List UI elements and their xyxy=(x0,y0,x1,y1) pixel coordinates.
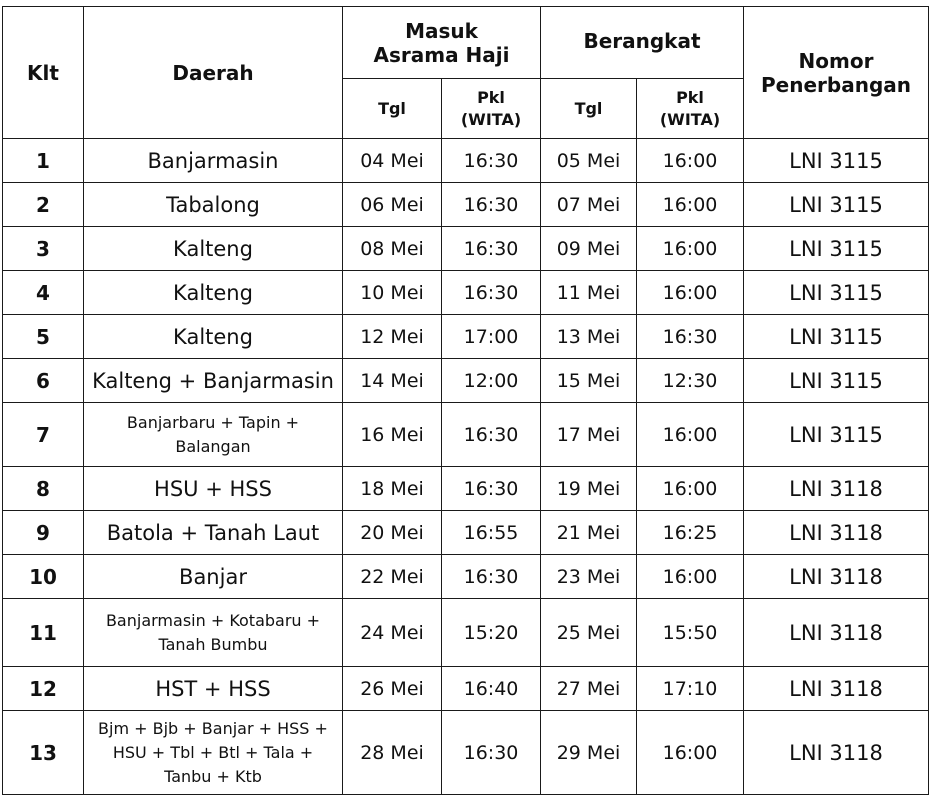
cell-flight-number: LNI 3115 xyxy=(744,271,929,315)
cell-klt: 3 xyxy=(3,227,84,271)
cell-berangkat-tgl: 11 Mei xyxy=(541,271,637,315)
cell-flight-number: LNI 3115 xyxy=(744,403,929,467)
header-masuk-pkl-line2: (WITA) xyxy=(460,109,522,129)
cell-flight-number: LNI 3118 xyxy=(744,711,929,795)
cell-klt: 1 xyxy=(3,139,84,183)
cell-klt: 11 xyxy=(3,599,84,667)
header-berangkat-pkl xyxy=(637,79,744,139)
cell-berangkat-tgl: 17 Mei xyxy=(541,403,637,467)
header-masuk-pkl xyxy=(442,79,541,139)
daerah-line: Tanah Bumbu xyxy=(158,634,268,654)
cell-masuk-tgl: 08 Mei xyxy=(343,227,442,271)
cell-masuk-pkl: 16:30 xyxy=(442,139,541,183)
cell-klt: 5 xyxy=(3,315,84,359)
cell-masuk-pkl: 16:30 xyxy=(442,711,541,795)
daerah-line: Batola + Tanah Laut xyxy=(106,520,320,545)
table-row xyxy=(3,139,929,183)
cell-klt: 6 xyxy=(3,359,84,403)
cell-berangkat-pkl: 16:00 xyxy=(637,555,744,599)
cell-masuk-pkl: 17:00 xyxy=(442,315,541,359)
cell-masuk-pkl: 12:00 xyxy=(442,359,541,403)
daerah-line: Balangan xyxy=(175,436,251,456)
cell-berangkat-pkl: 17:10 xyxy=(637,667,744,711)
cell-klt: 7 xyxy=(3,403,84,467)
cell-flight-number: LNI 3115 xyxy=(744,227,929,271)
cell-masuk-tgl: 06 Mei xyxy=(343,183,442,227)
cell-berangkat-tgl: 29 Mei xyxy=(541,711,637,795)
cell-masuk-tgl: 18 Mei xyxy=(343,467,442,511)
header-masuk-pkl-line1: Pkl xyxy=(477,87,505,107)
cell-daerah xyxy=(84,711,343,795)
header-daerah: Daerah xyxy=(84,7,343,139)
cell-daerah xyxy=(84,227,343,271)
header-klt: Klt xyxy=(3,7,84,139)
cell-daerah xyxy=(84,599,343,667)
daerah-line: HSU + HSS xyxy=(154,476,272,501)
daerah-line: Kalteng xyxy=(173,236,253,261)
cell-masuk-pkl: 16:30 xyxy=(442,271,541,315)
daerah-line: Kalteng xyxy=(173,324,253,349)
daerah-line: Bjm + Bjb + Banjar + HSS + xyxy=(98,718,328,738)
cell-flight-number: LNI 3115 xyxy=(744,315,929,359)
table-row xyxy=(3,183,929,227)
cell-berangkat-tgl: 07 Mei xyxy=(541,183,637,227)
header-masuk-tgl: Tgl xyxy=(343,79,442,139)
header-berangkat-pkl-line2: (WITA) xyxy=(659,109,721,129)
cell-klt: 8 xyxy=(3,467,84,511)
cell-masuk-tgl: 16 Mei xyxy=(343,403,442,467)
table-row xyxy=(3,467,929,511)
daerah-line: Kalteng xyxy=(173,280,253,305)
cell-masuk-pkl: 16:40 xyxy=(442,667,541,711)
daerah-line: HST + HSS xyxy=(155,676,271,701)
cell-flight-number: LNI 3115 xyxy=(744,183,929,227)
cell-masuk-tgl: 20 Mei xyxy=(343,511,442,555)
table-row xyxy=(3,271,929,315)
cell-masuk-pkl: 16:30 xyxy=(442,467,541,511)
cell-berangkat-pkl: 15:50 xyxy=(637,599,744,667)
cell-masuk-pkl: 16:30 xyxy=(442,403,541,467)
cell-berangkat-tgl: 13 Mei xyxy=(541,315,637,359)
daerah-line: Tanbu + Ktb xyxy=(164,766,262,786)
daerah-line: Banjar xyxy=(179,564,247,589)
daerah-line: Banjarbaru + Tapin + xyxy=(126,412,300,432)
cell-masuk-pkl: 16:30 xyxy=(442,183,541,227)
daerah-line: Kalteng + Banjarmasin xyxy=(92,368,334,393)
cell-daerah xyxy=(84,315,343,359)
header-nomor-penerbangan xyxy=(744,7,929,139)
cell-berangkat-pkl: 16:25 xyxy=(637,511,744,555)
header-nomor-line1: Nomor xyxy=(798,48,874,73)
cell-masuk-tgl: 28 Mei xyxy=(343,711,442,795)
cell-daerah xyxy=(84,139,343,183)
cell-masuk-pkl: 16:55 xyxy=(442,511,541,555)
cell-masuk-tgl: 26 Mei xyxy=(343,667,442,711)
cell-berangkat-tgl: 27 Mei xyxy=(541,667,637,711)
cell-klt: 2 xyxy=(3,183,84,227)
header-berangkat: Berangkat xyxy=(541,7,744,79)
cell-berangkat-pkl: 16:00 xyxy=(637,467,744,511)
cell-klt: 10 xyxy=(3,555,84,599)
cell-masuk-tgl: 22 Mei xyxy=(343,555,442,599)
cell-berangkat-tgl: 05 Mei xyxy=(541,139,637,183)
cell-masuk-pkl: 15:20 xyxy=(442,599,541,667)
table-row xyxy=(3,667,929,711)
cell-berangkat-tgl: 21 Mei xyxy=(541,511,637,555)
cell-flight-number: LNI 3118 xyxy=(744,667,929,711)
cell-berangkat-pkl: 12:30 xyxy=(637,359,744,403)
cell-berangkat-pkl: 16:00 xyxy=(637,271,744,315)
table-body xyxy=(3,139,929,795)
header-berangkat-pkl-line1: Pkl xyxy=(676,87,704,107)
cell-flight-number: LNI 3118 xyxy=(744,599,929,667)
cell-masuk-tgl: 24 Mei xyxy=(343,599,442,667)
cell-berangkat-pkl: 16:00 xyxy=(637,403,744,467)
cell-masuk-pkl: 16:30 xyxy=(442,555,541,599)
header-berangkat-tgl: Tgl xyxy=(541,79,637,139)
cell-daerah xyxy=(84,667,343,711)
cell-berangkat-tgl: 09 Mei xyxy=(541,227,637,271)
cell-masuk-tgl: 04 Mei xyxy=(343,139,442,183)
header-nomor-line2: Penerbangan xyxy=(761,72,911,97)
cell-berangkat-tgl: 23 Mei xyxy=(541,555,637,599)
cell-berangkat-pkl: 16:30 xyxy=(637,315,744,359)
cell-flight-number: LNI 3118 xyxy=(744,511,929,555)
cell-masuk-pkl: 16:30 xyxy=(442,227,541,271)
daerah-line: Banjarmasin xyxy=(147,148,279,173)
header-masuk-asrama-haji xyxy=(343,7,541,79)
table-row xyxy=(3,403,929,467)
cell-daerah xyxy=(84,555,343,599)
table-row xyxy=(3,555,929,599)
cell-masuk-tgl: 10 Mei xyxy=(343,271,442,315)
cell-berangkat-pkl: 16:00 xyxy=(637,711,744,795)
cell-daerah xyxy=(84,359,343,403)
cell-masuk-tgl: 14 Mei xyxy=(343,359,442,403)
header-masuk-line2: Asrama Haji xyxy=(373,42,510,67)
cell-klt: 9 xyxy=(3,511,84,555)
cell-masuk-tgl: 12 Mei xyxy=(343,315,442,359)
table-row xyxy=(3,315,929,359)
cell-daerah xyxy=(84,511,343,555)
cell-flight-number: LNI 3115 xyxy=(744,359,929,403)
cell-berangkat-pkl: 16:00 xyxy=(637,227,744,271)
cell-flight-number: LNI 3118 xyxy=(744,467,929,511)
cell-klt: 4 xyxy=(3,271,84,315)
schedule-table xyxy=(2,6,929,795)
cell-daerah xyxy=(84,403,343,467)
daerah-line: Banjarmasin + Kotabaru + xyxy=(105,610,321,630)
table-row xyxy=(3,359,929,403)
table-row xyxy=(3,599,929,667)
table-row xyxy=(3,511,929,555)
table-row xyxy=(3,711,929,795)
cell-berangkat-tgl: 25 Mei xyxy=(541,599,637,667)
cell-berangkat-pkl: 16:00 xyxy=(637,183,744,227)
cell-berangkat-tgl: 19 Mei xyxy=(541,467,637,511)
cell-klt: 12 xyxy=(3,667,84,711)
cell-daerah xyxy=(84,467,343,511)
cell-berangkat-pkl: 16:00 xyxy=(637,139,744,183)
cell-berangkat-tgl: 15 Mei xyxy=(541,359,637,403)
cell-daerah xyxy=(84,183,343,227)
cell-daerah xyxy=(84,271,343,315)
cell-klt: 13 xyxy=(3,711,84,795)
table-row xyxy=(3,227,929,271)
header-masuk-line1: Masuk xyxy=(405,18,478,43)
daerah-line: Tabalong xyxy=(166,192,260,217)
daerah-line: HSU + Tbl + Btl + Tala + xyxy=(112,742,314,762)
cell-flight-number: LNI 3115 xyxy=(744,139,929,183)
cell-flight-number: LNI 3118 xyxy=(744,555,929,599)
table-header xyxy=(3,7,929,139)
